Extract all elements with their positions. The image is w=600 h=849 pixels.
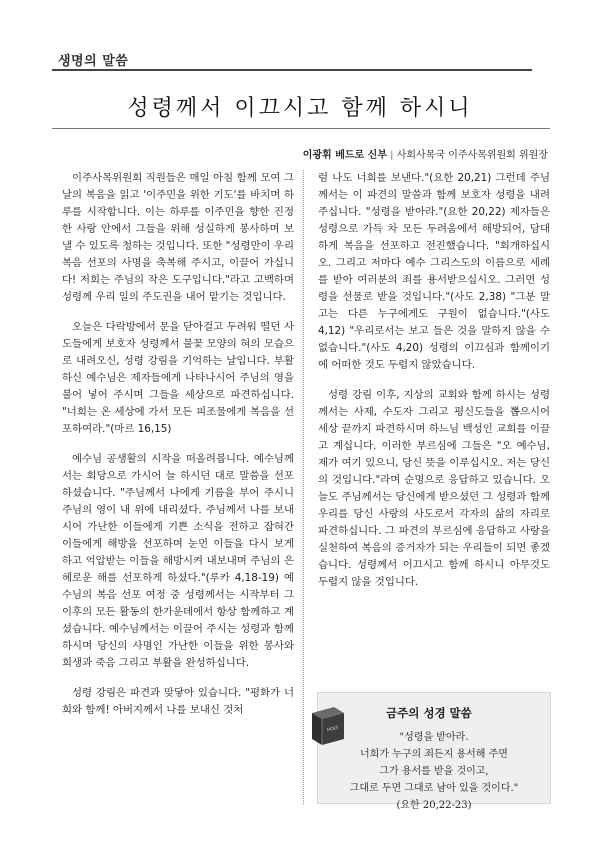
verse-line: 그가 용서를 받을 것이고, [379, 766, 489, 777]
paragraph: 이주사목위원회 직원들은 매일 아침 함께 모여 그날의 복음을 읽고 '이주민을 위한 기도'를 바치며 하루를 시작합니다. 이는 하루를 이주민을 향한 진정한 사랑 안에서 그들을 위해 성실하게 봉사하며 보낼 수 있도록 청하는 것입니다. 또한 "성령만이 우리 복음 선포의 사명을 축복해 주시고, 이끌어 가십니다! 저희는 주님의 작은 도구입니다."라고 고백하며 성령께 우리 일의 주도권을 내어 맡기는 것입니다. [62, 172, 294, 303]
title-divider [52, 128, 550, 129]
verse-line: 너희가 누구의 죄든지 용서해 주면 [360, 749, 508, 760]
paragraph: 예수님 공생활의 시작을 떠올려봅니다. 예수님께서는 회당으로 가시어 늘 하시던 대로 말씀을 선포하셨습니다. "주님께서 나에게 기름을 부어 주시니 주님의 영이 내 위에 내리셨다. 주님께서 나를 보내시어 가난한 이들에게 기쁜 소식을 전하고 잡혀간 이들에게 해방을 선포하며 눈먼 이들을 다시 보게 하고 억압받는 이들을 해방시켜 내보내며 주님의 은혜로운 해를 선포하게 하셨다."(루카 4,18-19) 예수님의 복음 선포 여정 중 성령께서는 시작부터 그 이후의 모든 활동의 한가운데에서 항상 함께하고 계셨습니다. 예수님께서는 이끌어 주시는 성령과 함께 하시며 당신의 사명인 가난한 이들을 위한 봉사와 희생과 죽음 그리고 부활을 완성하십니다. [62, 453, 294, 669]
byline-separator: | [390, 150, 397, 161]
verse-line: "성령을 받아라. [399, 732, 469, 743]
weekly-verse-box [317, 692, 551, 811]
paragraph: 럼 나도 너희를 보낸다."(요한 20,21) 그런데 주님께서는 이 파견의 말씀과 함께 보호자 성령을 내려 주십니다. "성령을 받아라."(요한 20,22) 제자들은 성령으로 가득 차 모든 두려움에서 해방되어, 담대하게 복음을 선포하고 전진했습니다. "회개하십시오. 그리고 저마다 예수 그리스도의 이름으로 세례를 받아 여러분의 죄를 용서받으십시오. 그러면 성령을 선물로 받을 것입니다."(사도 2,38) "그분 말고는 다른 누구에게도 구원이 없습니다."(사도 4,12) "우리로서는 보고 들은 것을 말하지 않을 수 없습니다."(사도 4,20) 성령의 이끄심과 함께이기에 어떠한 것도 두렵지 않았습니다. [318, 172, 550, 371]
paragraph: 성령 강림은 파견과 맞닿아 있습니다. "평화가 너희와 함께! 아버지께서 나를 보내신 것처 [62, 687, 294, 716]
left-column [62, 170, 294, 732]
weekly-verse-title: 금주의 성경 말씀 [386, 706, 472, 720]
paragraph: 오늘은 다락방에서 문을 닫아걸고 두려워 떨던 사도들에게 보호자 성령께서 불꽃 모양의 혀의 모습으로 내려오신, 성령 강림을 기억하는 날입니다. 부활하신 예수님은 제자들에게 나타나시어 주님의 영을 불어 넣어 주시며 그들을 세상으로 파견하십니다. "너희는 온 세상에 가서 모든 피조물에게 복음을 선포하여라."(마르 16,15) [62, 321, 294, 435]
author-name: 이광휘 베드로 신부 [302, 150, 387, 161]
weekly-verse-text [318, 729, 550, 814]
article-title: 성령께서 이끄시고 함께 하시니 [127, 96, 473, 121]
paragraph: 성령 강림 이후, 지상의 교회와 함께 하시는 성령께서는 사제, 수도자 그리고 평신도들을 뽑으시어 세상 끝까지 파견하시며 하느님 백성인 교회를 이끌고 계십니다. 이러한 부르심에 그들은 "오 예수님, 제가 여기 있으니, 당신 뜻을 이루십시오. 저는 당신의 것입니다."라며 순명으로 응답하고 있습니다. 오늘도 주님께서는 당신에게 받으셨던 그 성령과 함께 우리를 당신 사랑의 사도로서 각자의 삶의 자리로 파견하십니다. 그 파견의 부르심에 응답하고 사랑을 실천하여 복음의 증거자가 되는 우리들이 되면 좋겠습니다. 성령께서 이끄시고 함께 하시니 아무것도 두렵지 않을 것입니다. [318, 389, 550, 588]
svg-text:HOLY: HOLY [326, 725, 340, 734]
author-affiliation: 사회사목국 이주사목위원회 위원장 [396, 150, 548, 161]
byline [303, 146, 548, 161]
section-label: 생명의 말씀 [58, 54, 129, 69]
right-column [318, 170, 550, 604]
verse-line: 그대로 두면 그대로 남아 있을 것이다." [349, 783, 519, 794]
header-divider [52, 69, 532, 71]
verse-reference: (요한 20,22-23) [396, 800, 472, 811]
column-divider [303, 170, 304, 805]
